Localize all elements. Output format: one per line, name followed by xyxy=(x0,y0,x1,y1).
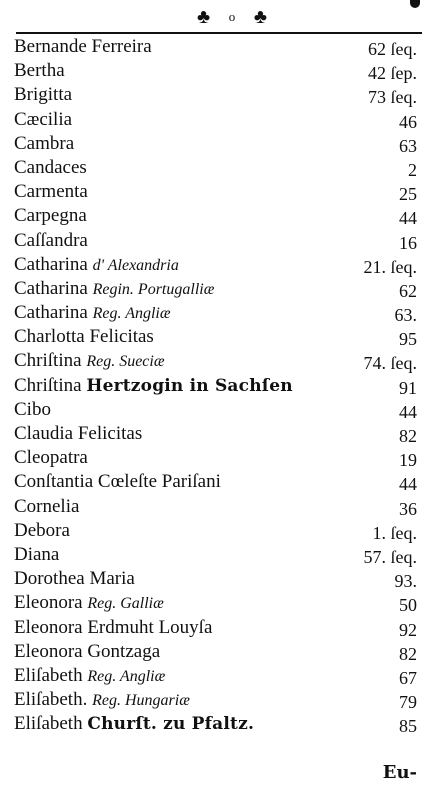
entry-page-ref: 63. xyxy=(394,305,417,326)
entry-name xyxy=(14,519,70,543)
entry-page-ref: 67 xyxy=(399,667,417,688)
entry-page-ref: 73 ſeq. xyxy=(368,87,417,108)
index-entry xyxy=(0,591,429,615)
index-list xyxy=(0,35,429,736)
entry-page-ref: 46 xyxy=(399,111,417,132)
index-entry xyxy=(0,398,429,422)
entry-name-text: Chriſtina xyxy=(14,374,82,396)
entry-name-text: Brigitta xyxy=(14,84,73,106)
entry-page-ref: 79 xyxy=(399,692,417,713)
entry-name-text: Cleopatra xyxy=(14,447,88,469)
index-entry xyxy=(0,108,429,132)
index-entry xyxy=(0,180,429,204)
entry-name xyxy=(14,35,152,59)
entry-page-ref: 93. xyxy=(394,571,417,592)
entry-name xyxy=(14,543,59,567)
entry-name-text: Dorothea Maria xyxy=(14,568,135,590)
entry-name xyxy=(14,108,72,132)
entry-name-text: Chriſtina xyxy=(14,350,82,372)
entry-name-text: Candaces xyxy=(14,156,87,178)
entry-name xyxy=(14,349,165,374)
entry-page-ref: 44 xyxy=(399,474,417,495)
entry-name-text: Catharina xyxy=(14,302,88,324)
entry-name xyxy=(14,616,212,640)
entry-name xyxy=(14,470,221,494)
entry-page-ref: 25 xyxy=(399,184,417,205)
entry-page-ref: 50 xyxy=(399,595,417,616)
index-entry xyxy=(0,664,429,688)
entry-name xyxy=(14,253,179,278)
index-entry xyxy=(0,156,429,180)
header-rule xyxy=(16,32,422,34)
club-ornament-right-icon: ♣ xyxy=(253,6,267,28)
entry-name-text: Caſſandra xyxy=(14,229,88,251)
entry-name-text: Diana xyxy=(14,543,60,565)
index-entry xyxy=(0,495,429,519)
entry-name-text: Bertha xyxy=(14,60,65,82)
entry-name-text: Conſtantia Cœleſte Pariſani xyxy=(14,471,221,493)
entry-name-text: Cæcilia xyxy=(14,108,73,130)
entry-name-text: Cibo xyxy=(14,398,51,420)
entry-page-ref: 19 xyxy=(399,450,417,471)
index-entry xyxy=(0,712,429,736)
entry-page-ref: 36 xyxy=(399,498,417,519)
entry-name xyxy=(14,180,88,204)
entry-name-text: Catharina xyxy=(14,253,88,275)
entry-name xyxy=(14,688,190,713)
entry-name-text: Cambra xyxy=(14,132,75,154)
entry-name-text: Carmenta xyxy=(14,181,88,203)
entry-name xyxy=(14,664,165,689)
index-entry xyxy=(0,59,429,83)
entry-name-text: Charlotta Felicitas xyxy=(14,326,154,348)
entry-name-text: Eliſabeth. xyxy=(14,689,88,711)
club-ornament-left-icon: ♣ xyxy=(197,6,211,28)
index-entry xyxy=(0,132,429,156)
header-ornament xyxy=(197,6,267,28)
entry-page-ref: 57. ſeq. xyxy=(363,546,417,567)
entry-title-italic: Reg. Galliæ xyxy=(87,595,164,613)
entry-name-text: Eleonora Gontzaga xyxy=(14,640,161,662)
entry-name xyxy=(14,398,51,422)
index-entry xyxy=(0,567,429,591)
index-entry xyxy=(0,301,429,325)
entry-page-ref: 1. ſeq. xyxy=(372,522,417,543)
entry-name xyxy=(14,422,142,446)
entry-page-ref: 16 xyxy=(399,232,417,253)
index-entry xyxy=(0,253,429,277)
entry-page-ref: 82 xyxy=(399,643,417,664)
entry-name-text: Eliſabeth xyxy=(14,713,83,735)
entry-page-ref: 62 ſeq. xyxy=(368,39,417,59)
index-entry xyxy=(0,616,429,640)
entry-name xyxy=(14,325,154,349)
entry-page-ref: 2 xyxy=(408,159,417,180)
entry-name-text: Debora xyxy=(14,519,70,541)
entry-name xyxy=(14,301,171,326)
index-entry xyxy=(0,83,429,107)
entry-page-ref: 21. ſeq. xyxy=(363,256,417,277)
entry-title-italic: Regin. Portugalliæ xyxy=(92,280,215,298)
entry-name xyxy=(14,712,254,736)
entry-name-text: Claudia Felicitas xyxy=(14,423,143,444)
index-entry xyxy=(0,422,429,446)
entry-name xyxy=(14,229,88,253)
entry-name-text: Eleonora xyxy=(14,592,83,614)
index-entry xyxy=(0,229,429,253)
entry-name xyxy=(14,156,87,180)
entry-page-ref: 85 xyxy=(399,716,417,737)
entry-page-ref: 44 xyxy=(399,401,417,422)
index-entry xyxy=(0,374,429,398)
index-entry xyxy=(0,325,429,349)
entry-page-ref: 92 xyxy=(399,619,417,640)
entry-name-text: Cornelia xyxy=(14,495,80,517)
entry-name xyxy=(14,204,87,228)
entry-title-italic: Reg. Sueciæ xyxy=(86,353,165,371)
entry-name-text: Eleonora Erdmuht Louyſa xyxy=(14,616,213,638)
entry-title-italic: d' Alexandria xyxy=(92,256,179,274)
entry-name xyxy=(14,132,74,156)
index-entry xyxy=(0,470,429,494)
entry-page-ref: 82 xyxy=(399,426,417,446)
entry-name xyxy=(14,83,72,107)
entry-page-ref: 62 xyxy=(399,280,417,301)
entry-page-ref: 42 ſep. xyxy=(368,63,417,84)
index-entry xyxy=(0,519,429,543)
entry-page-ref: 74. ſeq. xyxy=(363,353,417,374)
index-entry xyxy=(0,35,429,59)
entry-name xyxy=(14,640,160,664)
index-entry xyxy=(0,349,429,373)
index-entry xyxy=(0,543,429,567)
entry-title-gothic: Hertzogin in Sachſen xyxy=(86,375,293,396)
entry-name xyxy=(14,277,214,302)
entry-name xyxy=(14,495,79,519)
entry-name xyxy=(14,446,88,470)
entry-name-text: Bernande Ferreira xyxy=(14,36,152,57)
entry-name-text: Catharina xyxy=(14,277,88,299)
entry-title-italic: Reg. Angliæ xyxy=(87,667,166,685)
entry-name xyxy=(14,591,164,616)
catchword: Eu- xyxy=(382,762,417,783)
index-entry xyxy=(0,688,429,712)
entry-page-ref: 63 xyxy=(399,135,417,156)
entry-name-text: Eliſabeth xyxy=(14,664,83,686)
entry-page-ref: 44 xyxy=(399,208,417,229)
entry-name-text: Carpegna xyxy=(14,205,87,227)
entry-page-ref: 95 xyxy=(399,329,417,350)
entry-title-gothic: Churſt. zu Pfaltz. xyxy=(87,714,255,735)
index-entry xyxy=(0,446,429,470)
entry-title-italic: Reg. Hungariæ xyxy=(92,692,190,710)
index-entry xyxy=(0,277,429,301)
entry-title-italic: Reg. Angliæ xyxy=(92,305,171,323)
index-entry xyxy=(0,204,429,228)
entry-name xyxy=(14,567,135,591)
index-entry xyxy=(0,640,429,664)
entry-page-ref: 91 xyxy=(399,377,417,398)
entry-name xyxy=(14,374,293,398)
ornament-center-icon: o xyxy=(228,9,236,24)
ink-blot xyxy=(410,0,420,8)
entry-name xyxy=(14,59,65,83)
